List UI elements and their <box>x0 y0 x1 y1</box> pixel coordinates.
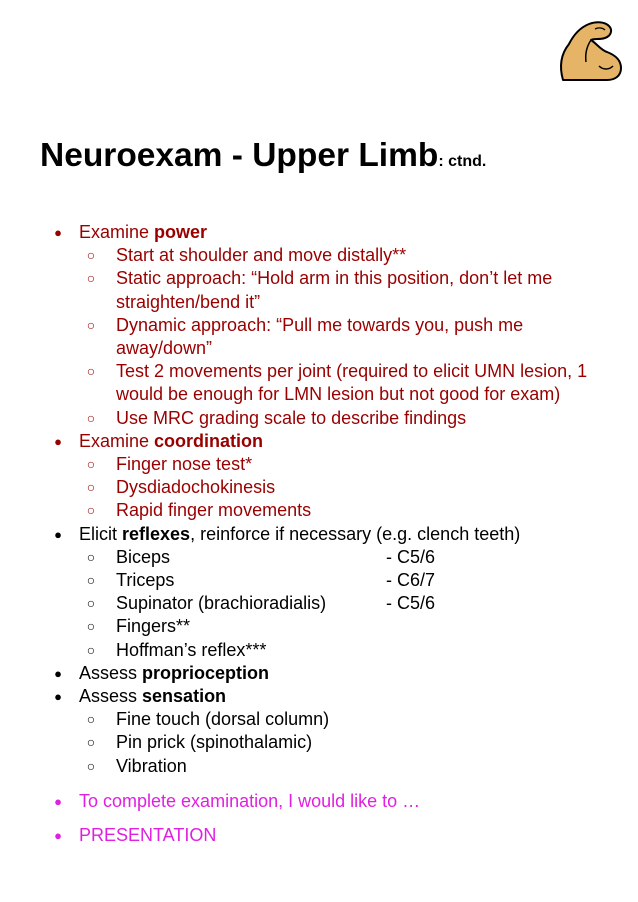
list-subitem <box>0 360 638 406</box>
list-item-presentation <box>0 824 638 847</box>
subitem-text: Pin prick (spinothalamic) <box>116 732 313 753</box>
sub-bullet-icon: ○ <box>86 502 96 519</box>
sub-bullet-icon: ○ <box>86 270 96 287</box>
nerve-root: - C5/6 <box>386 593 436 614</box>
list-item-complete <box>0 790 638 813</box>
reflex-name: Biceps <box>116 546 171 567</box>
sub-bullet-icon: ○ <box>86 641 96 658</box>
subitem-text: Start at shoulder and move distally** <box>116 245 407 266</box>
page-title <box>40 136 486 182</box>
item-keyword: power <box>154 222 208 242</box>
subitem-text: Dysdiadochokinesis <box>116 477 276 498</box>
item-prefix: Examine <box>79 430 155 451</box>
sub-bullet-icon: ○ <box>86 618 96 635</box>
reflex-name: Triceps <box>116 570 175 591</box>
title-main: Neuroexam - Upper Limb <box>40 137 439 174</box>
subitem-text: Vibration <box>116 755 187 776</box>
list-item-sensation <box>0 685 638 708</box>
nerve-root: - C6/7 <box>386 570 436 591</box>
list-subitem <box>0 453 638 476</box>
sub-bullet-icon: ○ <box>86 409 96 426</box>
subitem-text: Use MRC grading scale to describe findings <box>116 407 467 428</box>
flexed-arm-icon <box>555 14 627 86</box>
item-prefix: Examine <box>79 222 155 242</box>
bullet-icon: ● <box>54 793 62 809</box>
list-item-coordination <box>0 430 638 453</box>
subitem-text: Finger nose test* <box>116 454 253 475</box>
sub-bullet-icon: ○ <box>86 548 96 565</box>
subitem-text: Static approach: “Hold arm in this position, don’t let me straighten/bend it” <box>116 268 553 312</box>
list-subitem <box>0 244 638 267</box>
item-text: PRESENTATION <box>79 825 217 846</box>
exam-list <box>0 221 638 847</box>
list-subitem <box>0 407 638 430</box>
sub-bullet-icon: ○ <box>86 247 96 264</box>
sub-bullet-icon: ○ <box>86 734 96 751</box>
sub-bullet-icon: ○ <box>86 595 96 612</box>
bullet-icon: ● <box>54 526 62 542</box>
sub-bullet-icon: ○ <box>86 757 96 774</box>
item-prefix: Elicit <box>79 523 123 544</box>
subitem-text: Dynamic approach: “Pull me towards you, push me away/down” <box>116 314 524 359</box>
subitem-text: Test 2 movements per joint (required to elicit UMN lesion, 1 would be enough for LMN lesion but not good for exam) <box>116 361 588 405</box>
list-subitem <box>0 708 638 731</box>
reflex-name: Hoffman’s reflex*** <box>116 639 267 660</box>
list-subitem <box>0 314 638 360</box>
list-item-power <box>0 221 638 244</box>
bullet-icon: ● <box>54 665 62 681</box>
bullet-icon: ● <box>54 689 62 705</box>
item-keyword: reflexes <box>122 523 191 544</box>
item-prefix: Assess <box>79 686 143 707</box>
list-subitem <box>0 476 638 499</box>
sub-bullet-icon: ○ <box>86 363 96 380</box>
sub-bullet-icon: ○ <box>86 572 96 589</box>
bullet-icon: ● <box>54 433 62 449</box>
sub-bullet-icon: ○ <box>86 711 96 728</box>
sub-bullet-icon: ○ <box>86 479 96 496</box>
list-subitem <box>0 592 638 615</box>
item-suffix: , reinforce if necessary (e.g. clench teeth) <box>190 523 521 544</box>
bullet-icon: ● <box>54 225 62 240</box>
list-subitem <box>0 731 638 754</box>
list-item-proprioception <box>0 662 638 685</box>
reflex-name: Fingers** <box>116 616 191 637</box>
item-prefix: Assess <box>79 662 143 683</box>
list-subitem <box>0 546 638 569</box>
bullet-icon: ● <box>54 828 62 844</box>
list-subitem <box>0 755 638 778</box>
reflex-name: Supinator (brachioradialis) <box>116 593 327 614</box>
sub-bullet-icon: ○ <box>86 316 96 333</box>
list-subitem <box>0 569 638 592</box>
item-keyword: proprioception <box>142 662 270 683</box>
list-item-reflexes <box>0 523 638 546</box>
item-keyword: coordination <box>154 430 264 451</box>
subitem-text: Rapid finger movements <box>116 500 312 521</box>
subitem-text: Fine touch (dorsal column) <box>116 709 330 730</box>
list-subitem <box>0 615 638 638</box>
nerve-root: - C5/6 <box>386 546 436 567</box>
list-subitem <box>0 267 638 313</box>
item-text: To complete examination, I would like to … <box>79 790 421 811</box>
title-sub: : ctnd. <box>438 153 487 170</box>
item-keyword: sensation <box>142 686 227 707</box>
sub-bullet-icon: ○ <box>86 456 96 473</box>
list-subitem <box>0 499 638 522</box>
list-subitem <box>0 639 638 662</box>
